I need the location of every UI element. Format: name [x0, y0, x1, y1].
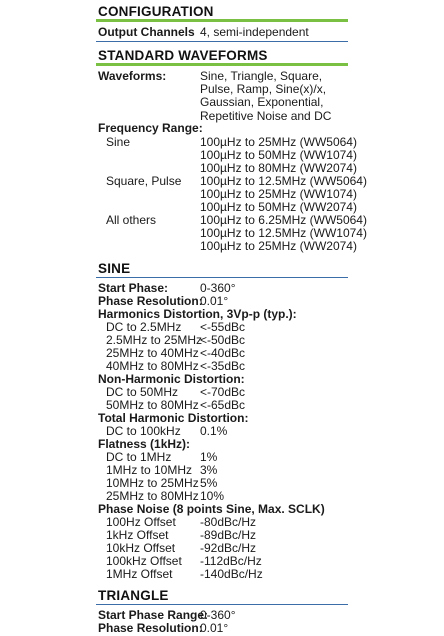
frequency-group-name: Sine: [106, 135, 131, 149]
phase-resolution-value: 0.01°: [200, 294, 229, 308]
frequency-group-name: Square, Pulse: [106, 174, 182, 188]
spec-row-value: -112dBc/Hz: [200, 554, 262, 568]
spec-row-value: <-55dBc: [200, 320, 246, 334]
spec-row-value: <-50dBc: [200, 333, 246, 347]
output-channels-label: Output Channels: [98, 25, 195, 39]
spec-row-label: 10kHz Offset: [106, 541, 176, 555]
spec-row-value: -89dBc/Hz: [200, 528, 257, 542]
spec-row-value: -140dBc/Hz: [200, 567, 263, 581]
start-phase-range-value: 0-360°: [200, 608, 236, 622]
start-phase-value: 0-360°: [200, 281, 236, 295]
spec-row-value: -92dBc/Hz: [200, 541, 257, 555]
spec-row-label: 40MHz to 80MHz: [106, 359, 199, 373]
frequency-range-label: Frequency Range:: [98, 121, 203, 135]
frequency-range-value: 100µHz to 50MHz (WW1074): [200, 148, 357, 162]
start-phase-label: Start Phase:: [98, 281, 169, 295]
frequency-range-value: 100µHz to 80MHz (WW2074): [200, 161, 357, 175]
section-divider: [96, 277, 348, 278]
section-title-sine: SINE: [98, 261, 131, 276]
frequency-group-name: All others: [106, 213, 157, 227]
frequency-range-value: 100µHz to 12.5MHz (WW1074): [200, 226, 367, 240]
spec-row-value: 3%: [200, 463, 218, 477]
total-harmonic-distortion-label: Total Harmonic Distortion:: [98, 411, 249, 425]
waveforms-label: Waveforms:: [98, 69, 167, 83]
spec-row-value: -80dBc/Hz: [200, 515, 257, 529]
section-title-standard-waveforms: STANDARD WAVEFORMS: [98, 48, 268, 63]
spec-row-value: 5%: [200, 476, 218, 490]
spec-row-value: 1%: [200, 450, 218, 464]
section-divider: [96, 604, 348, 605]
flatness-label: Flatness (1kHz):: [98, 437, 191, 451]
phase-resolution-label: Phase Resolution:: [98, 294, 203, 308]
phase-noise-label: Phase Noise (8 points Sine, Max. SCLK): [98, 502, 325, 516]
section-title-triangle: TRIANGLE: [98, 588, 169, 603]
section-divider: [96, 63, 348, 66]
spec-row-value: <-70dBc: [200, 385, 246, 399]
spec-row-label: 1MHz Offset: [106, 567, 173, 581]
row-divider: [96, 41, 348, 42]
spec-row-label: 1MHz to 10MHz: [106, 463, 193, 477]
spec-row-value: <-65dBc: [200, 398, 246, 412]
frequency-range-value: 100µHz to 50MHz (WW2074): [200, 200, 357, 214]
frequency-range-value: 100µHz to 6.25MHz (WW5064): [200, 213, 367, 227]
spec-row-label: 1kHz Offset: [106, 528, 169, 542]
spec-row-value: <-35dBc: [200, 359, 246, 373]
phase-resolution-label: Phase Resolution:: [98, 621, 203, 635]
frequency-range-value: 100µHz to 25MHz (WW1074): [200, 187, 357, 201]
spec-row-value: 10%: [200, 489, 225, 503]
waveforms-value: Sine, Triangle, Square, Pulse, Ramp, Sine(x)/x, Gaussian, Exponential, Repetitive Noise and DC: [200, 69, 332, 123]
section-title-configuration: CONFIGURATION: [98, 4, 214, 19]
spec-row-label: DC to 100kHz: [106, 424, 181, 438]
start-phase-range-label: Start Phase Range:: [98, 608, 209, 622]
phase-resolution-value: 0.01°: [200, 621, 229, 635]
output-channels-value: 4, semi-independent: [200, 25, 309, 39]
frequency-range-value: 100µHz to 12.5MHz (WW5064): [200, 174, 367, 188]
spec-row-label: DC to 2.5MHz: [106, 320, 182, 334]
frequency-range-value: 100µHz to 25MHz (WW2074): [200, 239, 357, 253]
spec-row-label: DC to 50MHz: [106, 385, 179, 399]
spec-row-label: DC to 1MHz: [106, 450, 172, 464]
spec-row-label: 50MHz to 80MHz: [106, 398, 199, 412]
spec-row-label: 2.5MHz to 25MHz: [106, 333, 203, 347]
non-harmonic-distortion-label: Non-Harmonic Distortion:: [98, 372, 245, 386]
spec-row-value: 0.1%: [200, 424, 228, 438]
harmonics-distortion-label: Harmonics Distortion, 3Vp-p (typ.):: [98, 307, 297, 321]
spec-row-value: <-40dBc: [200, 346, 246, 360]
frequency-range-value: 100µHz to 25MHz (WW5064): [200, 135, 357, 149]
spec-row-label: 100kHz Offset: [106, 554, 182, 568]
section-divider: [96, 19, 348, 22]
spec-row-label: 10MHz to 25MHz: [106, 476, 199, 490]
spec-row-label: 100Hz Offset: [106, 515, 176, 529]
spec-row-label: 25MHz to 80MHz: [106, 489, 199, 503]
spec-row-label: 25MHz to 40MHz: [106, 346, 199, 360]
